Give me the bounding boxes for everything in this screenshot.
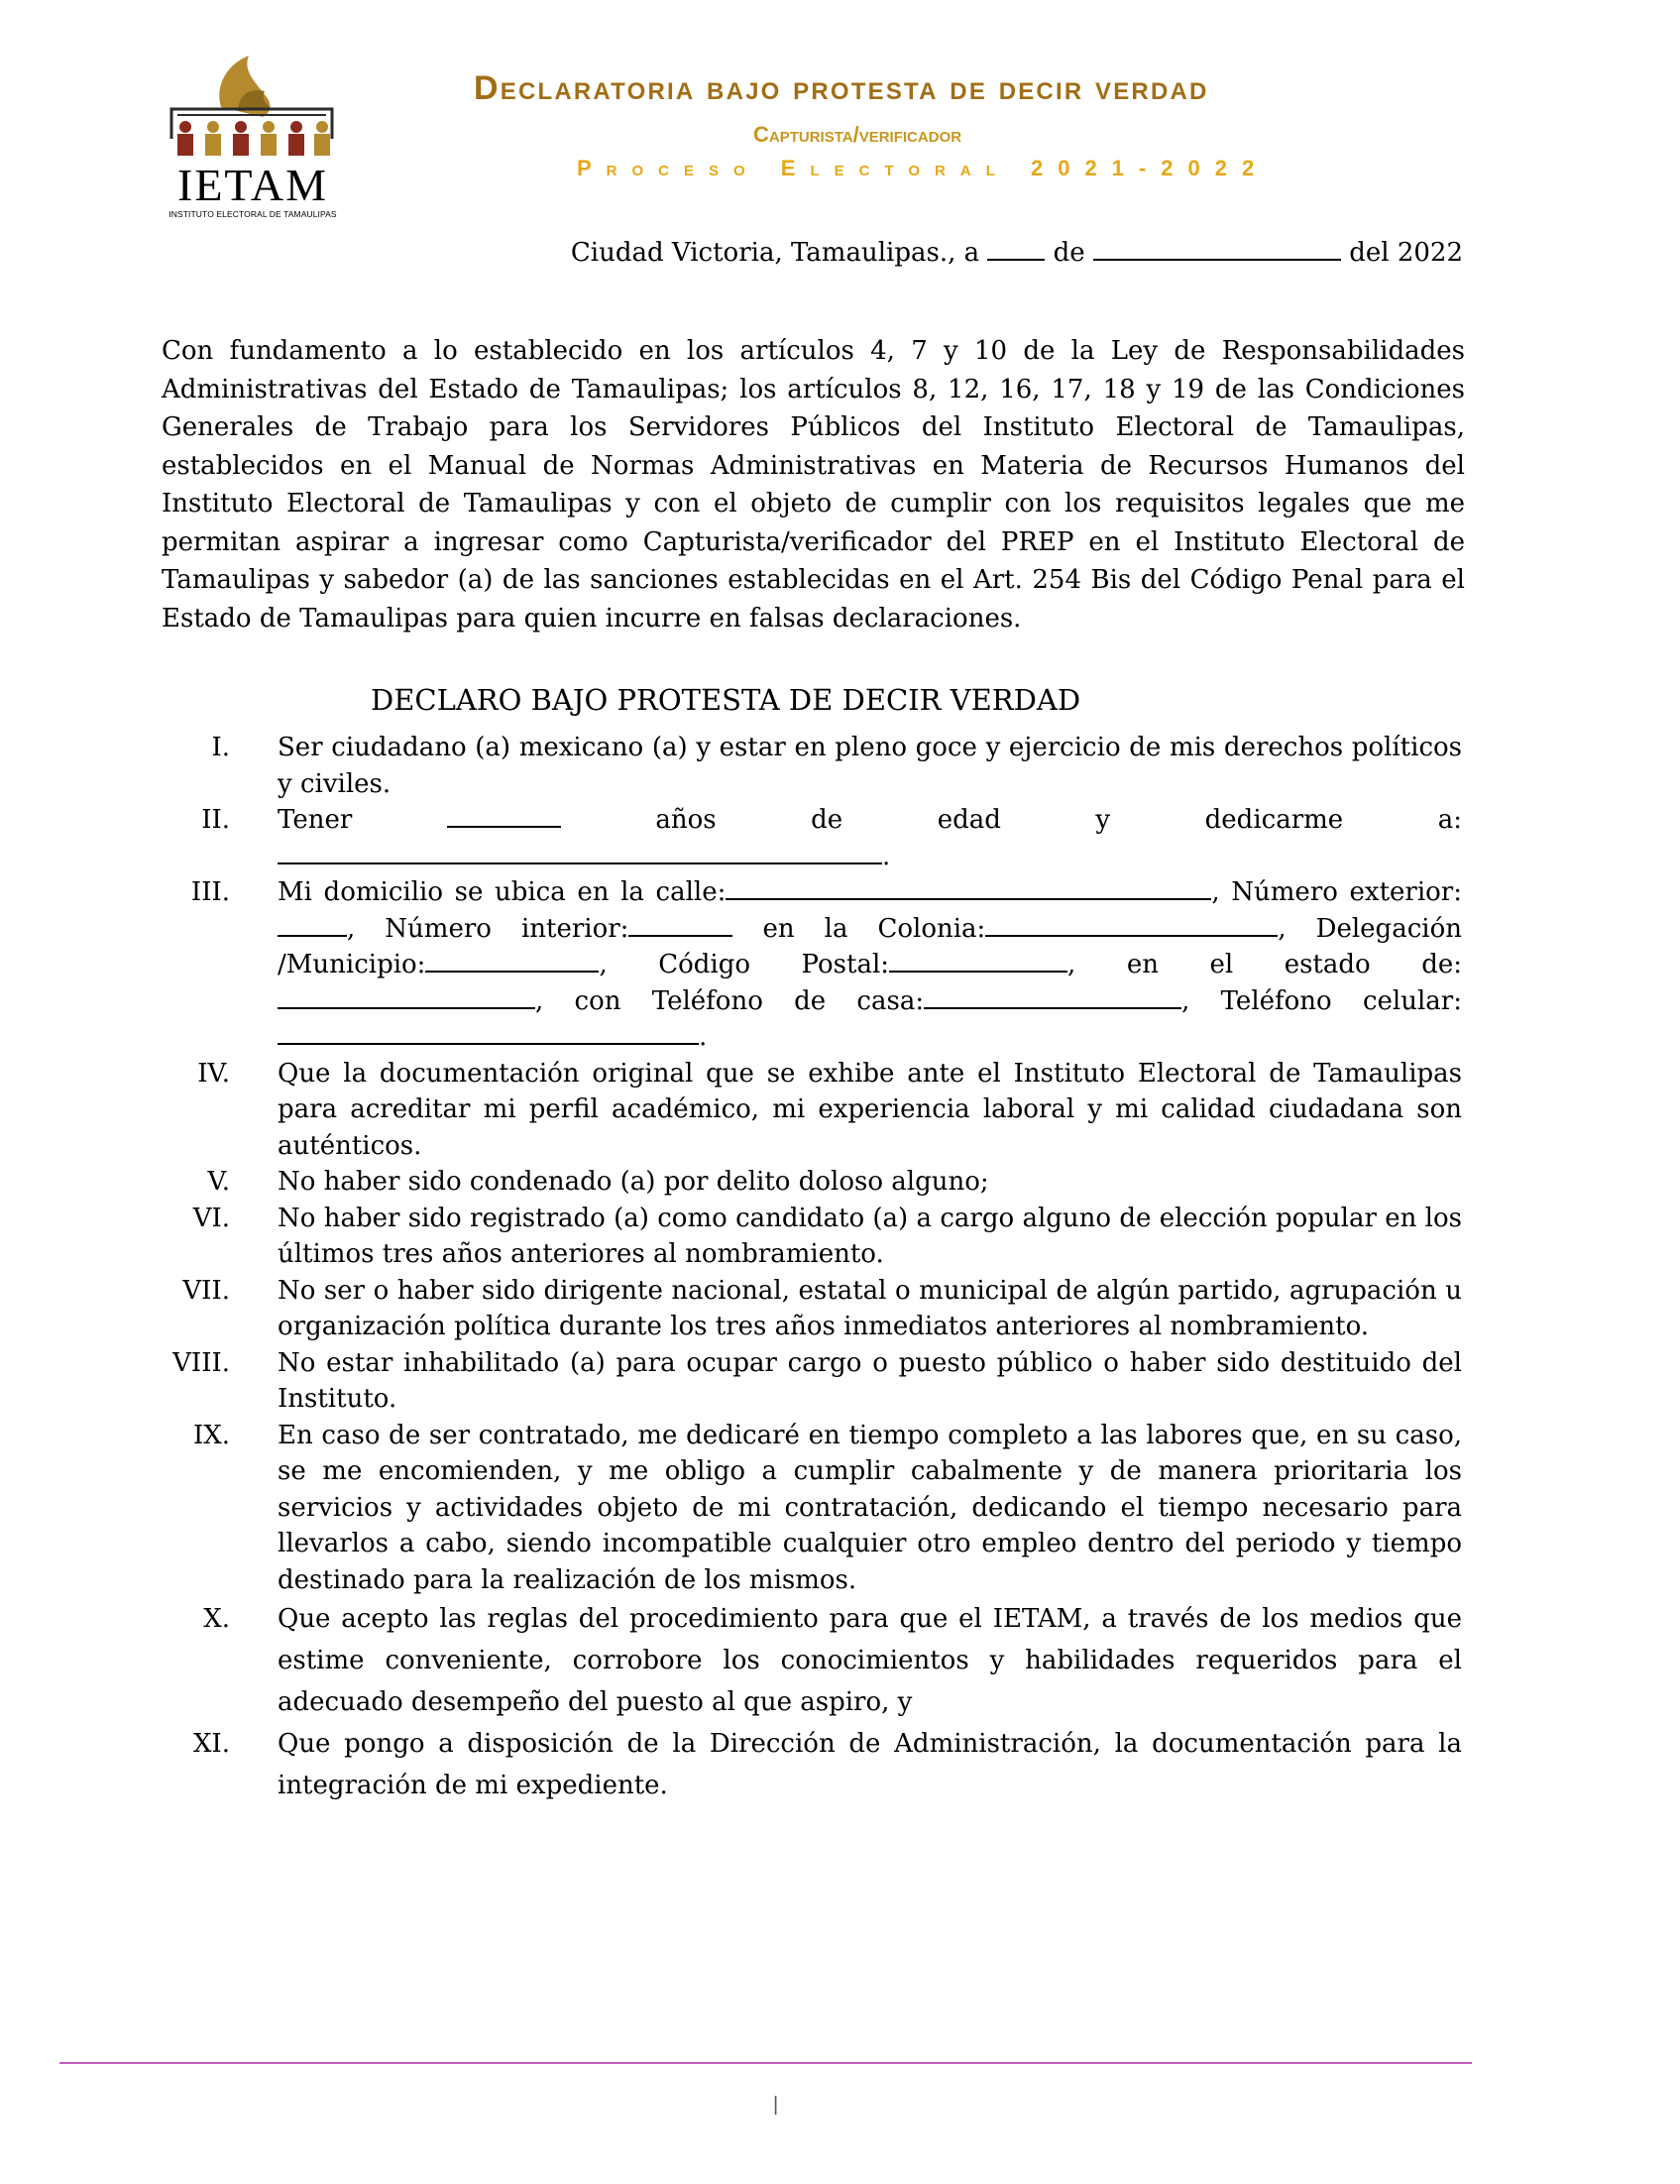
- age-text-de: de: [811, 805, 843, 835]
- logo-subtitle: INSTITUTO ELECTORAL DE TAMAULIPAS: [168, 209, 337, 219]
- list-item: [149, 1418, 1467, 1599]
- date-prefix: Ciudad Victoria, Tamaulipas., a: [570, 238, 980, 268]
- list-item-address: [149, 874, 1467, 1056]
- list-item: [149, 1345, 1467, 1418]
- item-text: En caso de ser contratado, me dedicaré en tiempo completo a las labores que, en su caso, se me encomienden, y me obligo a cumplir cabalmente y de manera prioritaria los servicios y actividades objeto de mi contratación, dedicando el tiempo necesario para llevarlos a cabo, siendo incompatible cualquier otro empleo dentro del periodo y tiempo destinado para la realización de los mismos.: [278, 1420, 1462, 1595]
- document-subtitle: [753, 122, 961, 148]
- day-blank[interactable]: [987, 237, 1045, 261]
- item-text: Que la documentación original que se exhibe ante el Instituto Electoral de Tamaulipas para acreditar mi perfil académico, mi experiencia laboral y mi calidad ciudadana son auténticos.: [278, 1058, 1462, 1161]
- footer-divider: [59, 2062, 1472, 2064]
- month-blank[interactable]: [1093, 237, 1341, 261]
- date-middle: de: [1053, 238, 1085, 268]
- electoral-process-text: Proceso Electoral 2021-2022: [577, 156, 1270, 180]
- logo-wordmark: IETAM: [177, 160, 328, 210]
- address-cell-label: , Teléfono celular:: [1181, 985, 1462, 1016]
- item-text: Que pongo a disposición de la Dirección de Administración, la documentación para la integración de mi expediente.: [278, 1729, 1462, 1800]
- address-street-label: Mi domicilio se ubica en la calle:: [278, 877, 727, 907]
- list-item: [149, 730, 1467, 802]
- item-text: [278, 802, 1462, 874]
- occupation-field[interactable]: [278, 839, 882, 864]
- date-line: [525, 236, 1463, 270]
- address-ext-label: , Número exterior:: [1211, 877, 1462, 907]
- ext-number-field[interactable]: [278, 911, 347, 937]
- list-item: [149, 1598, 1467, 1723]
- age-field[interactable]: [447, 802, 561, 828]
- list-item: [149, 1164, 1467, 1201]
- item-text: No haber sido registrado (a) como candidato (a) a cargo alguno de elección popular en los últimos tres años anteriores al nombramiento.: [278, 1203, 1462, 1269]
- item-text: No estar inhabilitado (a) para ocupar cargo o puesto público o haber sido destituido del Instituto.: [278, 1347, 1462, 1414]
- postal-code-field[interactable]: [889, 947, 1067, 973]
- item-text: No ser o haber sido dirigente nacional, estatal o municipal de algún partido, agrupación u organización política durante los tres años inmediatos anteriores al nombramiento.: [278, 1275, 1462, 1341]
- item-number: VIII.: [172, 1347, 230, 1378]
- address-phone-label: , con Teléfono de casa:: [535, 985, 925, 1016]
- date-suffix: del 2022: [1349, 238, 1463, 268]
- address-end: .: [699, 1022, 708, 1052]
- item-number: V.: [207, 1167, 230, 1197]
- item-number: II.: [201, 805, 230, 835]
- int-number-field[interactable]: [628, 911, 732, 937]
- intro-text: Con fundamento a lo establecido en los artículos 4, 7 y 10 de la Ley de Responsabilidades Administrativas del Estado de Tamaulipas; los artículos 8, 12, 16, 17, 18 y 19 de las Condiciones Generales de Trabajo para los Servidores Públicos del Instituto Electoral de Tamaulipas, establecidos en el Manual de Normas Administrativas en Materia de Recursos Humanos del Instituto Electoral de Tamaulipas y con el objeto de cumplir con los requisitos legales que me permitan aspirar a ingresar como Capturista/verificador del PREP en el Instituto Electoral de Tamaulipas y sabedor (a) de las sanciones establecidas en el Art. 254 Bis del Código Penal para el Estado de Tamaulipas para quien incurre en falsas declaraciones.: [162, 336, 1465, 633]
- declaration-list: [149, 730, 1467, 1806]
- item-number: I.: [211, 733, 230, 762]
- list-item: [149, 1056, 1467, 1165]
- intro-paragraph: [162, 332, 1465, 637]
- item-text: No haber sido condenado (a) por delito doloso alguno;: [278, 1167, 989, 1197]
- document-subtitle-text: Capturista/verificador: [753, 122, 962, 147]
- item-number: IV.: [197, 1058, 230, 1089]
- age-text-anos: años: [655, 805, 717, 835]
- cell-phone-field[interactable]: [278, 1019, 699, 1045]
- document-title-text: Declaratoria bajo protesta de decir verdad: [474, 69, 1209, 107]
- state-field[interactable]: [278, 983, 535, 1009]
- list-item-age: [149, 802, 1467, 874]
- age-label: Tener: [278, 805, 353, 835]
- item-text: Que acepto las reglas del procedimiento para que el IETAM, a través de los medios que estime conveniente, corrobore los conocimientos y habilidades requeridos para el adecuado desempeño del puesto al que aspiro, y: [278, 1604, 1462, 1717]
- address-colonia-label: en la Colonia:: [732, 913, 986, 944]
- street-field[interactable]: [726, 874, 1211, 900]
- document-title: [474, 69, 1366, 108]
- address-municipio-label: , Delegación /Municipio:: [278, 913, 1462, 979]
- list-item: [149, 1201, 1467, 1273]
- colonia-field[interactable]: [985, 911, 1278, 937]
- home-phone-field[interactable]: [924, 983, 1181, 1009]
- municipio-field[interactable]: [425, 947, 599, 973]
- age-end: .: [882, 841, 891, 871]
- page-marker: |: [773, 2094, 779, 2116]
- item-number: III.: [190, 877, 230, 907]
- list-item: [149, 1273, 1467, 1345]
- age-text-a: a:: [1437, 805, 1462, 835]
- item-number: X.: [203, 1604, 230, 1634]
- address-state-label: , en el estado de:: [1067, 950, 1462, 979]
- age-text-y: y: [1095, 805, 1111, 835]
- item-number: VII.: [182, 1275, 230, 1306]
- item-number: XI.: [192, 1729, 230, 1759]
- ietam-emblem-icon: [164, 48, 342, 167]
- item-text: [278, 874, 1462, 1056]
- ietam-logo: [164, 48, 342, 221]
- address-int-label: , Número interior:: [347, 913, 629, 944]
- item-number: VI.: [192, 1203, 230, 1233]
- age-text-dedicarme: dedicarme: [1204, 805, 1344, 835]
- item-text: Ser ciudadano (a) mexicano (a) y estar en pleno goce y ejercicio de mis derechos políticos y civiles.: [278, 733, 1462, 799]
- address-cp-label: , Código Postal:: [599, 950, 890, 979]
- item-number: IX.: [192, 1420, 230, 1450]
- electoral-process: [577, 156, 1269, 181]
- age-text-edad: edad: [937, 805, 1001, 835]
- list-item: [149, 1723, 1467, 1806]
- declaration-heading: DECLARO BAJO PROTESTA DE DECIR VERDAD: [371, 683, 1081, 717]
